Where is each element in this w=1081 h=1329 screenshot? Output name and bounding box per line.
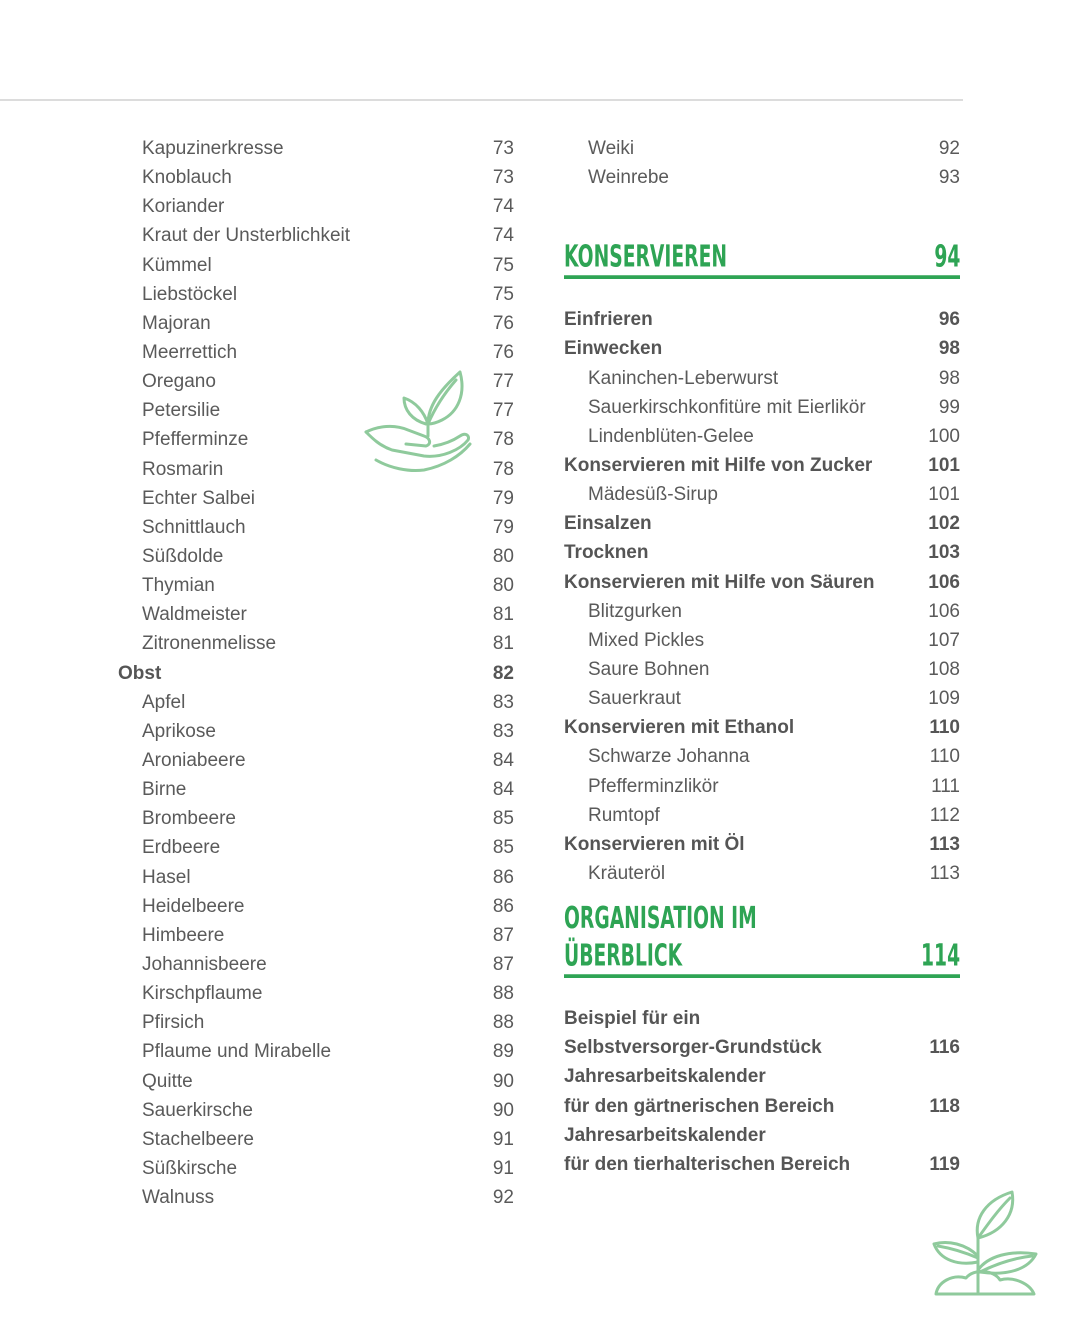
toc-entry-page: 89 xyxy=(492,1041,514,1063)
toc-entry-page: 76 xyxy=(492,312,514,334)
section-page: 114 xyxy=(920,938,960,974)
toc-entry-page: 119 xyxy=(929,1153,960,1175)
toc-entry-label: Einsalzen xyxy=(564,513,652,535)
toc-entry[interactable] xyxy=(564,364,960,393)
toc-entry-label: Quitte xyxy=(142,1070,193,1092)
toc-entry-label: Apfel xyxy=(142,691,186,713)
toc-entry-page: 74 xyxy=(492,196,514,218)
toc-entry[interactable] xyxy=(118,221,514,250)
toc-entry-label: Konservieren mit Ethanol xyxy=(564,717,795,739)
toc-list-left xyxy=(118,134,514,1212)
toc-entry[interactable] xyxy=(564,801,960,830)
toc-entry[interactable] xyxy=(118,338,514,367)
toc-entry[interactable] xyxy=(118,804,514,833)
toc-entry-label: Konservieren mit Hilfe von Säuren xyxy=(564,571,875,593)
toc-entry-page: 81 xyxy=(492,633,514,655)
toc-entry-page: 102 xyxy=(928,513,960,535)
toc-entry[interactable] xyxy=(564,772,960,801)
section-header-konservieren[interactable] xyxy=(564,238,960,279)
toc-entry-label: Jahresarbeitskalender xyxy=(564,1124,766,1146)
toc-entry[interactable] xyxy=(118,571,514,600)
toc-entry-page: 86 xyxy=(492,866,514,888)
toc-entry-page: 80 xyxy=(492,575,514,597)
toc-entry-page: 108 xyxy=(928,658,960,680)
toc-entry-page: 116 xyxy=(929,1037,960,1059)
toc-left-column xyxy=(118,134,514,1212)
toc-entry-page: 85 xyxy=(492,808,514,830)
toc-entry[interactable] xyxy=(118,542,514,571)
toc-entry[interactable] xyxy=(118,1183,514,1212)
toc-entry-label: Rumtopf xyxy=(588,804,660,826)
toc-entry[interactable] xyxy=(118,688,514,717)
toc-entry[interactable] xyxy=(118,309,514,338)
toc-entry[interactable] xyxy=(564,1004,960,1033)
toc-list-organisation xyxy=(564,1004,960,1179)
toc-entry-label: Mädesüß-Sirup xyxy=(588,484,718,506)
toc-entry-page: 113 xyxy=(929,862,960,884)
toc-entry-label: Süßkirsche xyxy=(142,1157,238,1179)
toc-entry[interactable] xyxy=(118,1008,514,1037)
toc-entry-label: Kraut der Unsterblichkeit xyxy=(142,225,351,247)
toc-entry-label: Koriander xyxy=(142,196,225,218)
toc-entry-label: Sauerkirsche xyxy=(142,1099,253,1121)
toc-entry-page: 101 xyxy=(928,454,960,476)
toc-entry-label: Pflaume und Mirabelle xyxy=(142,1041,332,1063)
toc-entry-page: 84 xyxy=(492,779,514,801)
toc-entry-page: 86 xyxy=(492,895,514,917)
toc-entry[interactable] xyxy=(564,597,960,626)
toc-entry-label: Meerrettich xyxy=(142,341,238,363)
toc-entry[interactable] xyxy=(118,950,514,979)
toc-entry-label: Kräuteröl xyxy=(588,862,666,884)
toc-entry-label: Walnuss xyxy=(142,1187,215,1209)
toc-entry-label: Pfefferminze xyxy=(142,429,249,451)
toc-entry-page: 93 xyxy=(938,167,960,189)
toc-entry[interactable] xyxy=(564,859,960,888)
toc-entry-label: Konservieren mit Öl xyxy=(564,833,745,855)
toc-entry[interactable] xyxy=(118,192,514,221)
toc-entry-page: 74 xyxy=(492,225,514,247)
section-title: KONSERVIEREN xyxy=(564,239,728,275)
toc-entry-page: 92 xyxy=(492,1187,514,1209)
toc-entry[interactable] xyxy=(118,513,514,542)
toc-entry-label: Himbeere xyxy=(142,924,225,946)
toc-entry-label: Weinrebe xyxy=(588,167,669,189)
toc-entry-page: 101 xyxy=(928,484,960,506)
toc-entry-page: 98 xyxy=(938,367,960,389)
toc-entry[interactable] xyxy=(564,393,960,422)
toc-entry-page: 100 xyxy=(928,425,960,447)
toc-entry-label: Aroniabeere xyxy=(142,749,246,771)
toc-entry[interactable] xyxy=(564,626,960,655)
toc-entry-label: Lindenblüten-Gelee xyxy=(588,425,754,447)
toc-entry-page: 88 xyxy=(492,1012,514,1034)
toc-entry-label: Schwarze Johanna xyxy=(588,746,750,768)
toc-entry[interactable] xyxy=(564,1062,960,1091)
toc-entry-label: Kapuzinerkresse xyxy=(142,138,284,159)
toc-entry[interactable] xyxy=(564,713,960,742)
toc-entry-page: 77 xyxy=(492,371,514,393)
toc-entry[interactable] xyxy=(564,134,960,163)
toc-list-right-top xyxy=(564,134,960,192)
toc-entry-page: 82 xyxy=(492,662,514,684)
toc-entry[interactable] xyxy=(564,742,960,771)
toc-entry-label: Mixed Pickles xyxy=(588,629,705,651)
toc-entry-label: Weiki xyxy=(588,138,635,159)
toc-entry[interactable] xyxy=(118,746,514,775)
toc-entry-label: für den tierhalterischen Bereich xyxy=(564,1153,851,1175)
toc-entry-page: 91 xyxy=(492,1157,514,1179)
toc-entry[interactable] xyxy=(118,629,514,658)
toc-entry-label: Einwecken xyxy=(564,338,663,360)
toc-entry-label: Liebstöckel xyxy=(142,283,238,305)
toc-entry[interactable] xyxy=(118,921,514,950)
section-header-organisation[interactable] xyxy=(564,900,960,978)
toc-entry-label: Pfirsich xyxy=(142,1012,205,1034)
toc-right-column xyxy=(564,134,960,1179)
toc-entry-label: Beispiel für ein xyxy=(564,1008,701,1030)
toc-entry-label: Kaninchen-Leberwurst xyxy=(588,367,779,389)
toc-entry-label: Rosmarin xyxy=(142,458,224,480)
toc-entry-label: Erdbeere xyxy=(142,837,221,859)
toc-entry-label: Stachelbeere xyxy=(142,1128,254,1150)
toc-entry-page: 79 xyxy=(492,487,514,509)
toc-entry-page: 110 xyxy=(929,746,960,768)
toc-entry-label: Zitronenmelisse xyxy=(142,633,277,655)
toc-entry[interactable] xyxy=(118,1125,514,1154)
toc-entry[interactable] xyxy=(564,830,960,859)
toc-entry-page: 90 xyxy=(492,1070,514,1092)
toc-entry-page: 103 xyxy=(928,542,960,564)
top-rule xyxy=(0,99,963,101)
toc-entry-page: 112 xyxy=(929,804,960,826)
toc-entry[interactable] xyxy=(564,163,960,192)
toc-entry[interactable] xyxy=(564,422,960,451)
toc-entry-page: 76 xyxy=(492,341,514,363)
toc-entry-label: Einfrieren xyxy=(564,309,653,331)
toc-entry[interactable] xyxy=(564,334,960,363)
toc-entry[interactable] xyxy=(564,684,960,713)
toc-entry[interactable] xyxy=(118,280,514,309)
toc-entry[interactable] xyxy=(118,251,514,280)
toc-entry[interactable] xyxy=(564,480,960,509)
toc-entry-page: 91 xyxy=(492,1128,514,1150)
toc-entry-page: 81 xyxy=(492,604,514,626)
toc-entry-label: Süßdolde xyxy=(142,545,224,567)
toc-entry-page: 77 xyxy=(492,400,514,422)
toc-entry-label: Majoran xyxy=(142,312,211,334)
toc-entry[interactable] xyxy=(118,1096,514,1125)
toc-entry[interactable] xyxy=(564,568,960,597)
toc-entry[interactable] xyxy=(564,1033,960,1062)
toc-entry-page: 98 xyxy=(938,338,960,360)
toc-entry-page: 113 xyxy=(929,833,960,855)
hand-sprout-icon xyxy=(362,366,474,478)
toc-entry-page: 96 xyxy=(938,309,960,331)
toc-entry-label: Johannisbeere xyxy=(142,953,267,975)
toc-entry-page: 106 xyxy=(928,571,960,593)
toc-entry-page: 88 xyxy=(492,983,514,1005)
toc-entry-label: Sauerkirschkonfitüre mit Eierlikör xyxy=(588,396,866,418)
toc-entry-label: Pfefferminzlikör xyxy=(588,775,719,797)
toc-entry-page: 110 xyxy=(929,717,960,739)
toc-entry-page: 78 xyxy=(492,429,514,451)
toc-entry-label: Schnittlauch xyxy=(142,516,246,538)
toc-entry-page: 87 xyxy=(492,953,514,975)
toc-entry-label: Kirschpflaume xyxy=(142,983,263,1005)
toc-entry-label: Saure Bohnen xyxy=(588,658,710,680)
toc-entry[interactable] xyxy=(564,305,960,334)
toc-entry[interactable] xyxy=(118,1154,514,1183)
toc-entry[interactable] xyxy=(564,509,960,538)
toc-entry-label: Waldmeister xyxy=(142,604,247,626)
toc-list-konservieren xyxy=(564,305,960,888)
toc-entry[interactable] xyxy=(564,1092,960,1121)
toc-entry-page: 73 xyxy=(492,138,514,159)
section-page: 94 xyxy=(933,239,960,275)
toc-entry[interactable] xyxy=(118,863,514,892)
toc-entry[interactable] xyxy=(564,655,960,684)
toc-entry-page: 79 xyxy=(492,516,514,538)
toc-entry-label: Sauerkraut xyxy=(588,688,681,710)
toc-entry[interactable] xyxy=(564,1150,960,1179)
toc-entry[interactable] xyxy=(564,1121,960,1150)
toc-entry-page: 75 xyxy=(492,283,514,305)
toc-entry-label: Petersilie xyxy=(142,400,221,422)
toc-entry-label: Jahresarbeitskalender xyxy=(564,1066,766,1088)
toc-entry-label: Konservieren mit Hilfe von Zucker xyxy=(564,454,873,476)
toc-entry-page: 80 xyxy=(492,545,514,567)
toc-entry-page: 85 xyxy=(492,837,514,859)
toc-entry-page: 92 xyxy=(938,138,960,159)
toc-entry-page: 83 xyxy=(492,720,514,742)
toc-entry[interactable] xyxy=(118,659,514,688)
toc-entry-page: 90 xyxy=(492,1099,514,1121)
toc-entry-page: 73 xyxy=(492,167,514,189)
toc-entry[interactable] xyxy=(564,451,960,480)
toc-entry-label: Thymian xyxy=(142,575,215,597)
toc-entry-page: 107 xyxy=(928,629,960,651)
toc-entry-page: 99 xyxy=(938,396,960,418)
toc-entry[interactable] xyxy=(118,484,514,513)
toc-entry-label: Aprikose xyxy=(142,720,216,742)
toc-entry[interactable] xyxy=(118,134,514,163)
toc-entry-page: 111 xyxy=(931,775,960,797)
toc-entry[interactable] xyxy=(118,600,514,629)
toc-entry[interactable] xyxy=(118,1067,514,1096)
toc-entry[interactable] xyxy=(564,538,960,567)
toc-entry[interactable] xyxy=(118,892,514,921)
seedling-icon xyxy=(930,1188,1042,1300)
toc-entry-page: 87 xyxy=(492,924,514,946)
toc-entry-label: Brombeere xyxy=(142,808,236,830)
toc-entry-page: 118 xyxy=(929,1095,960,1117)
toc-entry-label: Hasel xyxy=(142,866,191,888)
toc-entry-label: Selbstversorger-Grundstück xyxy=(564,1037,822,1059)
toc-entry-page: 109 xyxy=(928,688,960,710)
toc-entry-page: 106 xyxy=(928,600,960,622)
toc-entry-label: Blitzgurken xyxy=(588,600,682,622)
toc-entry[interactable] xyxy=(118,979,514,1008)
toc-entry-label: Oregano xyxy=(142,371,216,393)
section-title: ORGANISATION IM ÜBERBLICK xyxy=(564,900,757,974)
toc-entry-label: Knoblauch xyxy=(142,167,232,189)
toc-entry-label: Kümmel xyxy=(142,254,212,276)
toc-entry[interactable] xyxy=(118,775,514,804)
toc-entry-label: Birne xyxy=(142,779,187,801)
toc-entry-page: 75 xyxy=(492,254,514,276)
toc-entry-page: 83 xyxy=(492,691,514,713)
toc-entry[interactable] xyxy=(118,833,514,862)
toc-entry-label: Echter Salbei xyxy=(142,487,256,509)
toc-entry-label: Heidelbeere xyxy=(142,895,245,917)
toc-entry[interactable] xyxy=(118,717,514,746)
toc-entry-label: für den gärtnerischen Bereich xyxy=(564,1095,835,1117)
toc-entry-page: 84 xyxy=(492,749,514,771)
toc-entry-label: Trocknen xyxy=(564,542,649,564)
toc-entry[interactable] xyxy=(118,1037,514,1066)
toc-entry-page: 78 xyxy=(492,458,514,480)
toc-entry[interactable] xyxy=(118,163,514,192)
toc-entry-label: Obst xyxy=(118,662,162,684)
